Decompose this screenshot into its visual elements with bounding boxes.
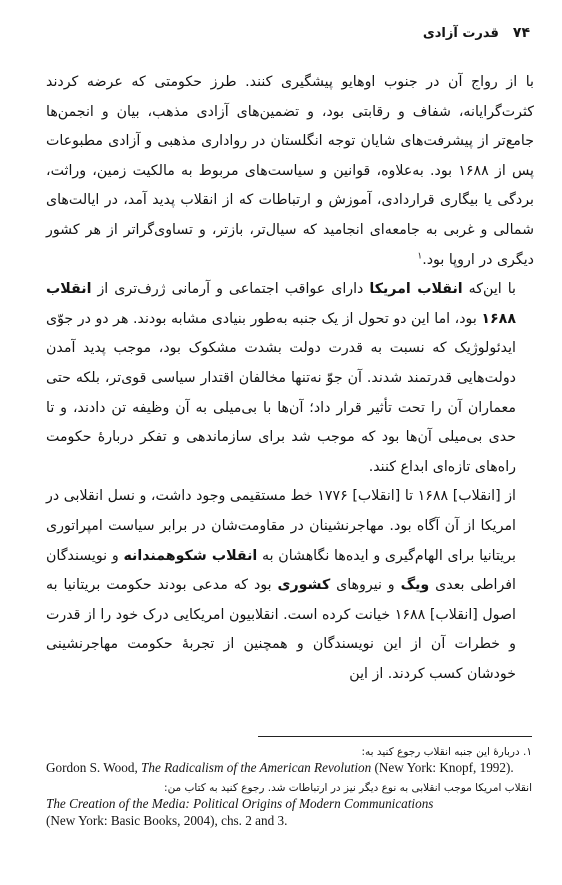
footnote-1-intro: ۱. دربارهٔ این جنبه انقلاب رجوع کنید به:: [361, 746, 532, 758]
paragraph-3-text-e: و نیروهای: [330, 577, 401, 594]
bold-term-whig: ویگ: [400, 577, 430, 594]
footnote-1-author: Gordon S. Wood,: [46, 760, 142, 776]
paragraph-2-text-a: با این‌که: [462, 281, 517, 298]
paragraph-3-text-g: بود که مدعی بودند حکومت بریتانیا به اصول [انقلاب] ۱۶۸۸ خیانت کرده است. انقلابیون امریکایی درک خود را از قدرت و خطرات آن از این نویسندگان و همچنین از تجربهٔ حکومت مهاجرنشینی خودشان کسب کردند. از این: [46, 577, 517, 682]
paragraph-3: [46, 482, 534, 689]
footnote-1-publisher: (New York: Knopf, 1992).: [371, 760, 514, 776]
footnotes: [46, 744, 532, 829]
running-header: [380, 22, 530, 44]
footnote-2-title: The Creation of the Media: Political Origins of Modern Communications: [46, 796, 434, 812]
paragraph-1-text: با از رواج آن در جنوب اوهایو پیشگیری کنند. طرز حکومتی که عرضه کردند کثرت‌گرایانه، شفاف و رقابتی بود، و تضمین‌های آزادی مذهب، بیان و انجمن‌ها جامع‌تر از پیشرفت‌های شایان توجه انگلستان در رواداری مذهبی و آزادی مطبوعات پس از ۱۶۸۸ بود. به‌علاوه، قوانین و سیاست‌های مربوط به مالکیت زمین، وراثت، بردگی یا بیگاری قراردادی، آموزش و ارتباطات که از انقلاب پدید آمد، در ایالت‌های شمالی و غربی به جامعه‌ای انجامید که سیال‌تر، بازتر، و تساوی‌گراتر از هر کشور دیگری در اروپا بود.: [46, 74, 534, 268]
footnote-2-intro: انقلاب امریکا موجب انقلابی به نوع دیگر نیز در ارتباطات شد. رجوع کنید به کتاب من:: [164, 781, 532, 794]
footnote-2-publisher: (New York: Basic Books, 2004), chs. 2 and 3.: [46, 812, 288, 828]
footnote-1-title: The Radicalism of the American Revolution: [141, 760, 372, 776]
paragraph-3-text-c: و نویسندگان افراطی بعدی: [46, 547, 516, 594]
bold-term-american-revolution: انقلاب امریکا: [369, 281, 463, 298]
paragraph-2: [46, 275, 534, 482]
running-title: قدرت آزادی: [422, 25, 499, 41]
main-text: [46, 68, 534, 689]
page-number: ۷۴: [512, 25, 530, 41]
bold-term-revolution-1688: انقلاب ۱۶۸۸: [46, 281, 516, 327]
bold-term-glorious-revolution: انقلاب شکوهمندانه: [123, 547, 258, 564]
paragraph-1: [46, 68, 534, 275]
footnote-2-citation: [46, 796, 532, 829]
footnote-1-citation: [46, 760, 532, 776]
paragraph-2-text-e: بود، اما این دو تحول از یک جنبه به‌طور بنیادی مشابه بودند. هر دو در جوّی ایدئولوژیک که نسبت به قدرت دولت بشدت مشکوک بود، موجب پدید آمدن دولت‌هایی قدرتمند شدند. آن جوّ نه‌تنها مخالفان اقتدار سیاسی قوی‌تر، بلکه حتی معماران آن را تحت تأثیر قرار داد؛ آن‌ها با بی‌میلی به آن وظیفه تن دادند، و تا حدی بی‌میلی آن‌ها بود که موجب شد برای سازماندهی و تفکر دربارهٔ حکومت راه‌های تازه‌ای ابداع کنند.: [46, 310, 516, 475]
footnote-marker: ۱: [417, 250, 423, 261]
paragraph-2-text-c: دارای عواقب اجتماعی و آرمانی ژرف‌تری از: [91, 281, 370, 298]
bold-term-country: کشوری: [277, 577, 331, 594]
paragraph-3-text-a: از [انقلاب] ۱۶۸۸ تا [انقلاب] ۱۷۷۶ خط مستقیمی وجود داشت، و نسل انقلابی در امریکا از آن آگاه بود. مهاجرنشینان در مقاومت‌شان در برابر سیاست امپراتوری بریتانیا برای الهام‌گیری و ایده‌ها نگاهشان به: [46, 488, 516, 564]
footnote-divider: [258, 736, 532, 737]
